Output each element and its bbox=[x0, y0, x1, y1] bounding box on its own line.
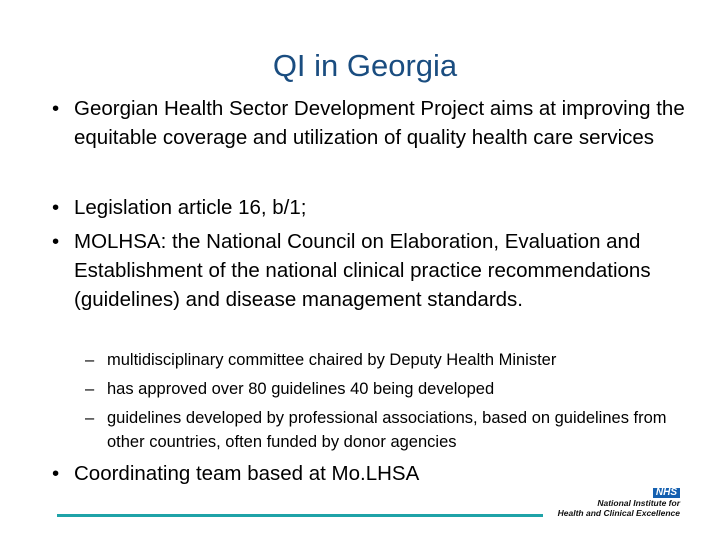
bullet-dot: • bbox=[52, 97, 60, 120]
bullet-1 bbox=[52, 94, 702, 152]
logo-line-1: National Institute for bbox=[597, 498, 680, 508]
footer-divider bbox=[57, 514, 543, 517]
bullet-dot: • bbox=[52, 462, 60, 485]
sub-bullet-3 bbox=[85, 406, 705, 454]
bullet-3 bbox=[52, 227, 702, 314]
sub-bullet-1 bbox=[85, 348, 705, 372]
sub-bullet-2 bbox=[85, 377, 705, 401]
bullet-4 bbox=[52, 459, 702, 488]
sub-bullet-text: has approved over 80 guidelines 40 being developed bbox=[107, 380, 495, 398]
sub-bullet-text: multidisciplinary committee chaired by Deputy Health Minister bbox=[107, 351, 557, 369]
dash: – bbox=[85, 380, 95, 398]
bullet-text: MOLHSA: the National Council on Elaboration, Evaluation and Establishment of the national clinical practice recommendations (guidelines) and disease management standards. bbox=[74, 230, 651, 311]
nice-logo bbox=[558, 487, 680, 518]
bullet-2 bbox=[52, 193, 702, 222]
bullet-text: Legislation article 16, b/1; bbox=[74, 196, 307, 219]
nhs-badge: NHS bbox=[653, 488, 680, 498]
dash: – bbox=[85, 351, 95, 369]
sub-bullet-text: guidelines developed by professional associations, based on guidelines from other countries, often funded by donor agencies bbox=[107, 409, 667, 451]
logo-line-2: Health and Clinical Excellence bbox=[557, 508, 680, 518]
bullet-dot: • bbox=[52, 230, 60, 253]
dash: – bbox=[85, 409, 95, 427]
bullet-dot: • bbox=[52, 196, 60, 219]
bullet-text: Coordinating team based at Mo.LHSA bbox=[74, 462, 420, 485]
bullet-text: Georgian Health Sector Development Project aims at improving the equitable coverage and utilization of quality health care services bbox=[74, 97, 685, 149]
slide-title: QI in Georgia bbox=[272, 48, 458, 83]
